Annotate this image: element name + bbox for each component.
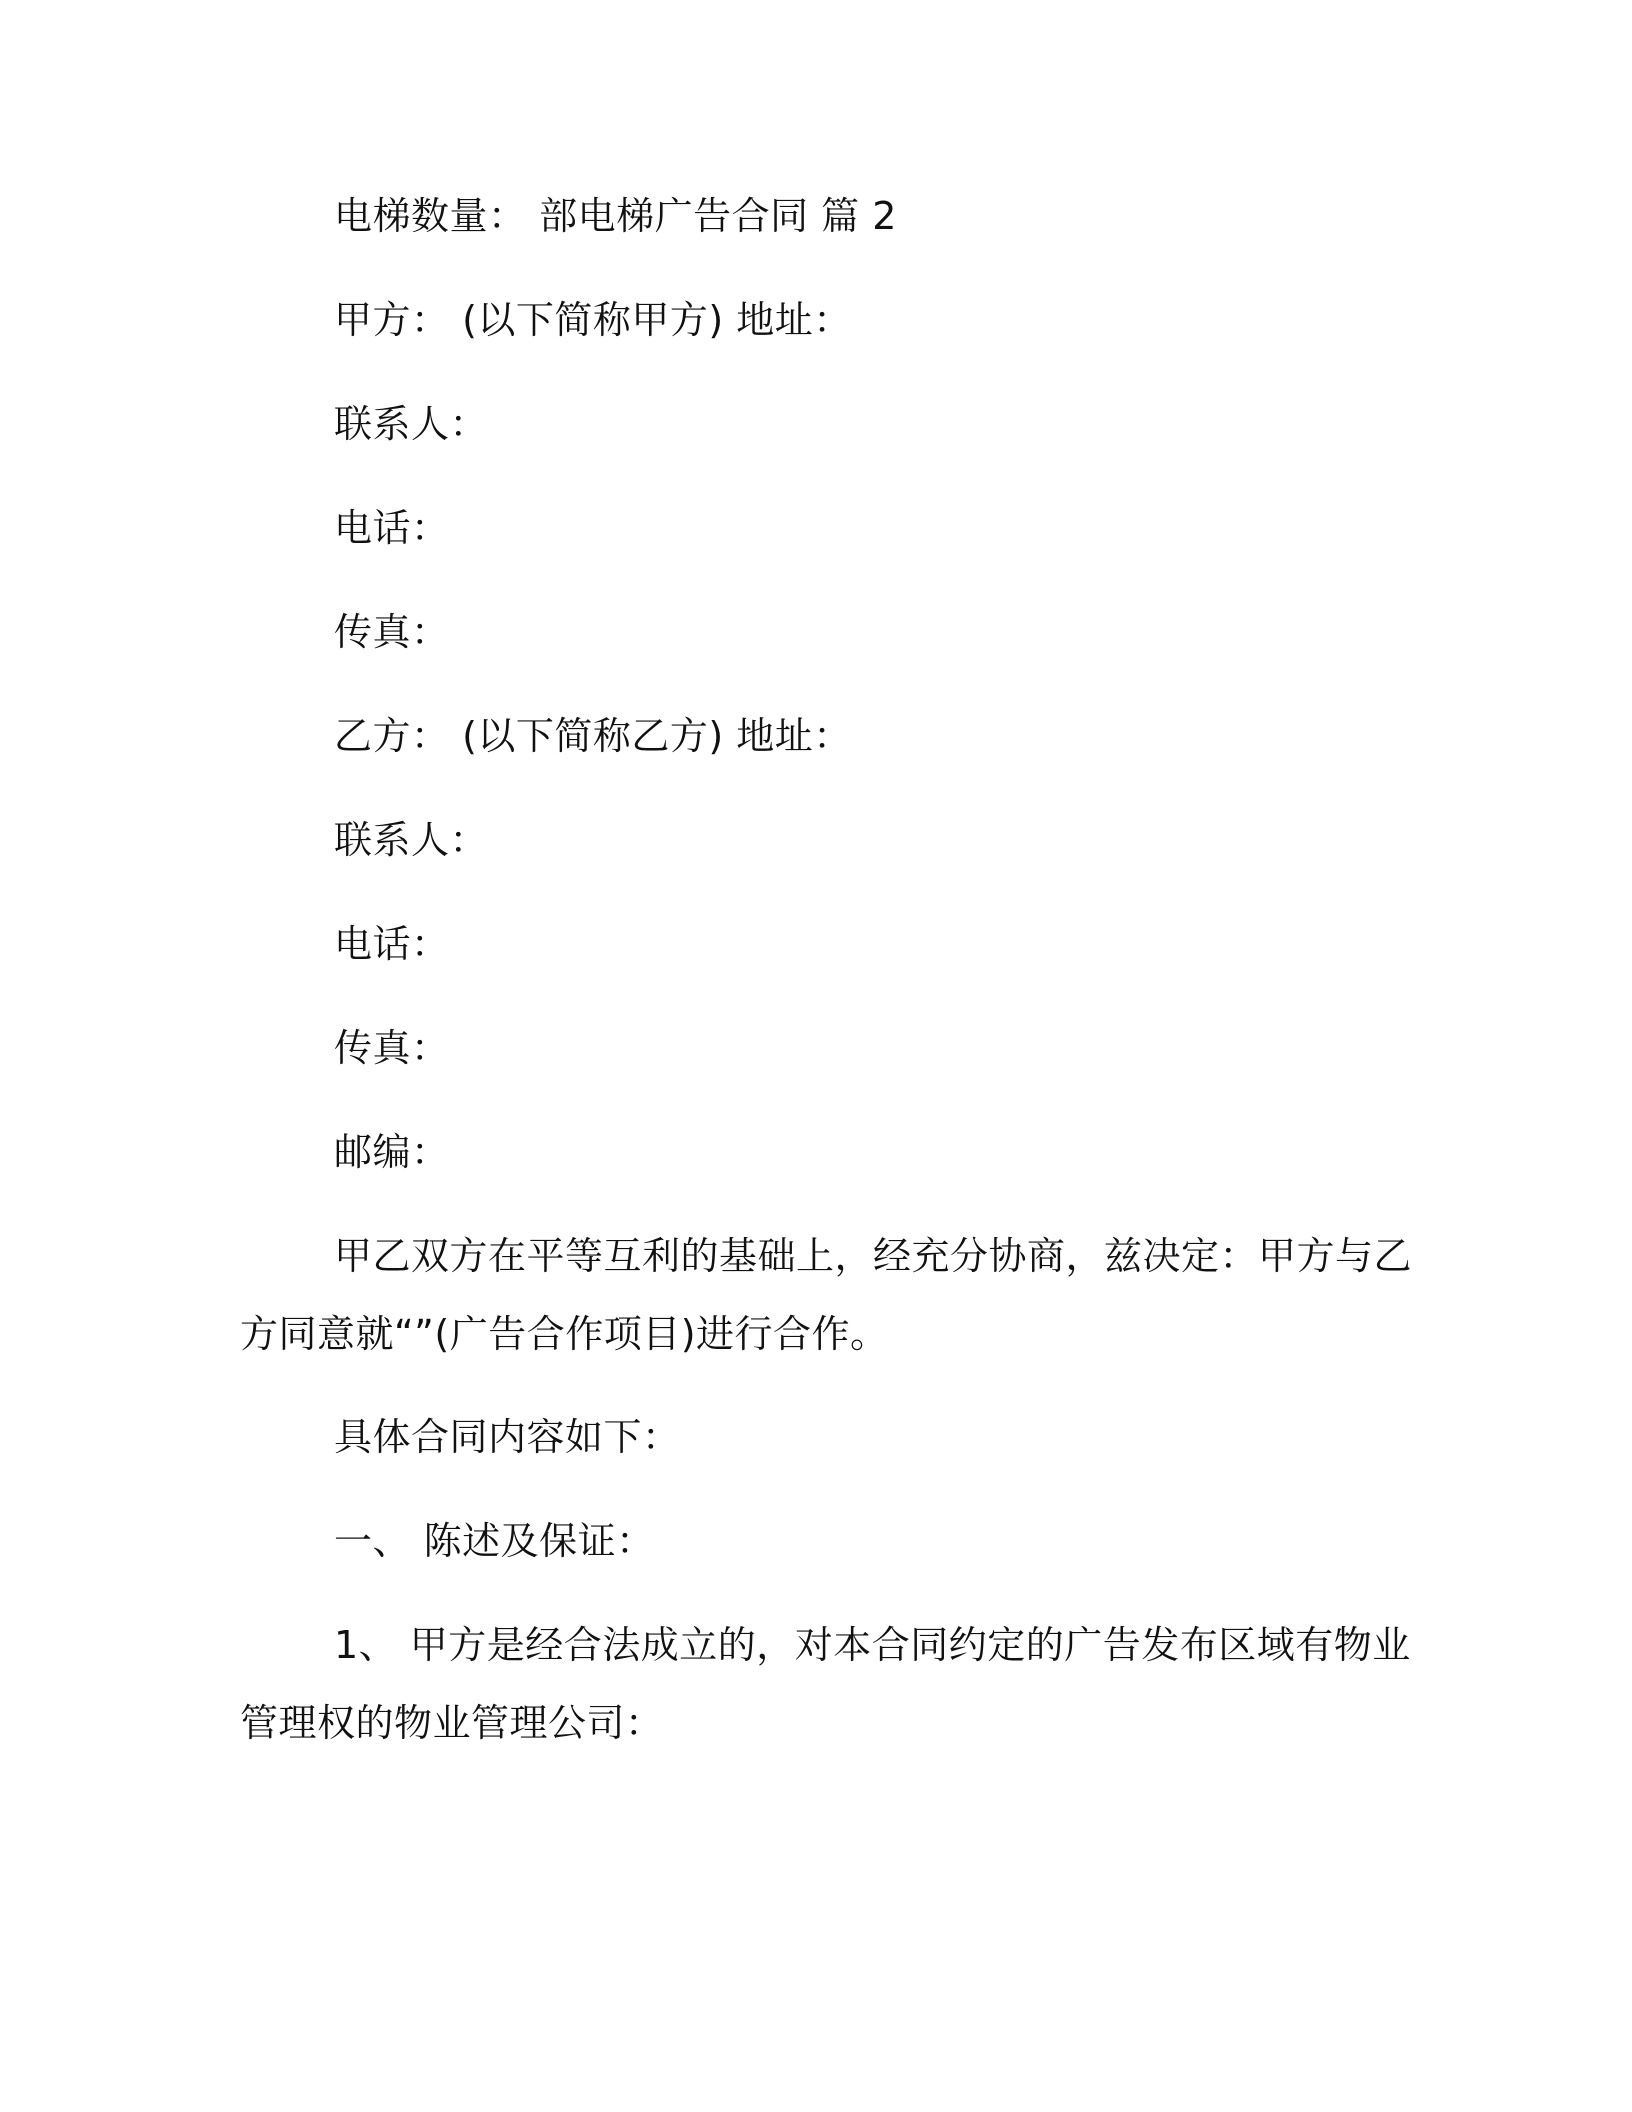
party-b-address-line: 乙方： (以下简称乙方) 地址： bbox=[334, 714, 852, 758]
clause-one-line-2: 管理权的物业管理公司： bbox=[240, 1701, 664, 1745]
section-one-heading: 一、 陈述及保证： bbox=[334, 1519, 655, 1563]
party-b-contact-line: 联系人： bbox=[334, 818, 489, 862]
agreement-paragraph-line-1: 甲乙双方在平等互利的基础上，经充分协商，兹决定：甲方与乙 bbox=[334, 1234, 1413, 1278]
party-b-phone-line: 电话： bbox=[334, 922, 450, 966]
contract-content-heading: 具体合同内容如下： bbox=[334, 1415, 681, 1459]
party-a-fax-line: 传真： bbox=[334, 610, 450, 654]
party-b-fax-line: 传真： bbox=[334, 1026, 450, 1070]
party-a-phone-line: 电话： bbox=[334, 506, 450, 550]
elevator-count-heading: 电梯数量： 部电梯广告合同 篇 2 bbox=[334, 194, 897, 238]
party-a-contact-line: 联系人： bbox=[334, 402, 489, 446]
party-a-address-line: 甲方： (以下简称甲方) 地址： bbox=[334, 298, 852, 342]
agreement-paragraph-line-2: 方同意就“”(广告合作项目)进行合作。 bbox=[240, 1312, 889, 1356]
postcode-line: 邮编： bbox=[334, 1130, 450, 1174]
clause-one-line-1: 1、 甲方是经合法成立的，对本合同约定的广告发布区域有物业 bbox=[334, 1623, 1411, 1667]
